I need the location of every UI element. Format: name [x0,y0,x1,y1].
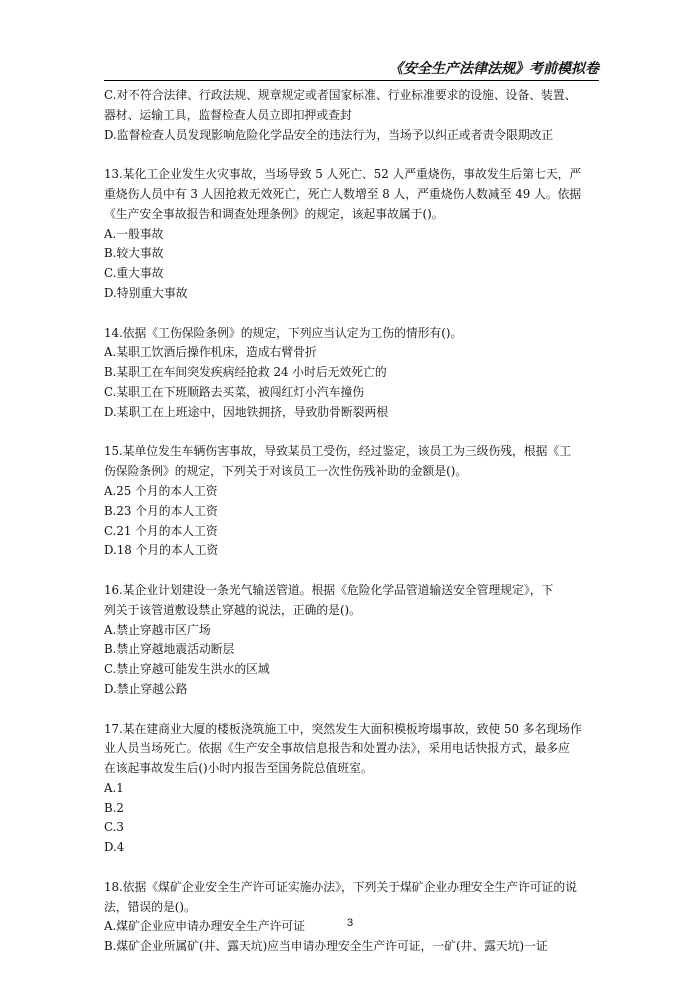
option-b: B.2 [104,800,124,815]
option-b: B.某职工在车间突发疾病经抢救 24 小时后无效死亡的 [104,365,387,380]
question-16 [104,581,604,700]
option-c: C.禁止穿越可能发生洪水的区域 [104,662,270,677]
question-stem: 13.某化工企业发生火灾事故，当场导致 5 人死亡、52 人严重烧伤，事故发生后第七天，严 [104,167,582,182]
question-stem: 14.依据《工伤保险条例》的规定，下列应当认定为工伤的情形有()。 [104,325,463,340]
option-c: C.重大事故 [104,266,164,281]
option-c: C.21 个月的本人工资 [104,523,218,538]
option-c: C.3 [104,820,124,835]
page-content [104,86,604,957]
question-14 [104,324,604,423]
question-15 [104,442,604,561]
option-d: D.18 个月的本人工资 [104,543,219,558]
question-stem: 15.某单位发生车辆伤害事故，导致某员工受伤，经过鉴定，该员工为三级伤残，根据《工 [104,444,572,459]
option-line: 器材、运输工具，监督检查人员立即扣押或查封 [104,107,352,122]
option-a: A.一般事故 [104,226,164,241]
question-stem: 16.某企业计划建设一条光气输送管道。根据《危险化学品管道输送安全管理规定》，下 [104,582,554,597]
question-stem: 在该起事故发生后()小时内报告至国务院总值班室。 [104,761,373,776]
prev-question-tail [104,86,604,145]
question-stem: 列关于该管道敷设禁止穿越的说法，正确的是()。 [104,602,361,617]
option-a: A.25 个月的本人工资 [104,483,218,498]
question-stem: 伤保险条例》的规定，下列关于对该员工一次性伤残补助的金额是()。 [104,464,468,479]
question-17 [104,720,604,859]
page-number: 3 [346,917,354,929]
option-d: D.禁止穿越公路 [104,681,188,696]
option-a: A.某职工饮酒后操作机床，造成右臂骨折 [104,345,317,360]
option-a: A.禁止穿越市区广场 [104,622,211,637]
option-a: A.煤矿企业应申请办理安全生产许可证 [104,919,306,934]
question-13 [104,165,604,304]
question-stem: 法，错误的是()。 [104,899,196,914]
question-stem: 17.某在建商业大厦的楼板浇筑施工中，突然发生大面积模板垮塌事故，致使 50 多名现场作 [104,721,582,736]
question-stem: 18.依据《煤矿企业安全生产许可证实施办法》，下列关于煤矿企业办理安全生产许可证的说 [104,879,577,894]
option-b: B.较大事故 [104,246,164,261]
option-line: C.对不符合法律、行政法规、规章规定或者国家标准、行业标准要求的设施、设备、装置、 [104,88,577,102]
option-c: C.某职工在下班顺路去买菜，被闯红灯小汽车撞伤 [104,384,365,399]
question-stem: 《生产安全事故报告和调查处理条例》的规定，该起事故属于()。 [104,206,444,221]
option-d: D.4 [104,840,125,855]
question-stem: 业人员当场死亡。依据《生产安全事故信息报告和处置办法》，采用电话快报方式，最多应 [104,741,570,756]
option-b: B.23 个月的本人工资 [104,503,218,518]
page-header: 《安全生产法律法规》考前模拟卷 [104,58,599,81]
option-line: D.监督检查人员发现影响危险化学品安全的违法行为，当场予以纠正或者责令限期改正 [104,127,554,142]
option-d: D.某职工在上班途中，因地铁拥挤，导致肋骨断裂两根 [104,404,389,419]
option-b: B.煤矿企业所属矿(井、露天坑)应当申请办理安全生产许可证，一矿(井、露天坑)一证 [104,939,548,954]
option-b: B.禁止穿越地震活动断层 [104,642,235,657]
question-stem: 重烧伤人员中有 3 人因抢救无效死亡，死亡人数增至 8 人，严重烧伤人数减至 49 人。依据 [104,186,582,201]
option-d: D.特别重大事故 [104,285,188,300]
option-a: A.1 [104,780,124,795]
